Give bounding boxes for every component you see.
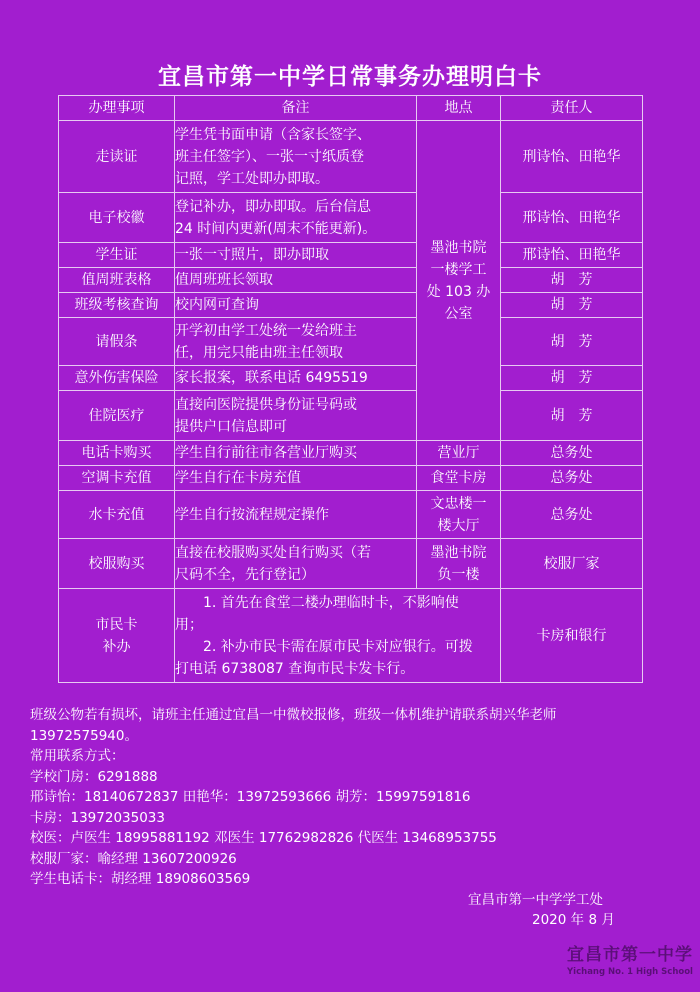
row-note: 学生自行按流程规定操作 [175,491,417,539]
logo-chinese: 宜昌市第一中学 [567,945,693,965]
row-person: 邢诗怡、田艳华 [501,243,643,268]
row-item: 水卡充值 [59,491,175,539]
table-row [59,589,643,683]
row-item: 学生证 [59,243,175,268]
table-row [59,539,643,589]
row-note: 开学初由学工处统一发给班主 任，用完只能由班主任领取 [175,318,417,366]
header-person: 责任人 [501,96,643,121]
footer-line: 校服厂家：喻经理 13607200926 [30,850,237,867]
row-person: 胡 芳 [501,318,643,366]
row-note: 校内网可查询 [175,293,417,318]
row-person: 胡 芳 [501,366,643,391]
row-person: 总务处 [501,466,643,491]
row-item: 电话卡购买 [59,441,175,466]
footer-line: 卡房：13972035033 [30,809,165,826]
table-row [59,466,643,491]
table-row [59,293,643,318]
row-note: 家长报案，联系电话 6495519 [175,366,417,391]
row-note: 1. 首先在食堂二楼办理临时卡，不影响使 用； 2. 补办市民卡需在原市民卡对应银行。可拨 打电话 6738087 查询市民卡发卡行。 [175,589,501,683]
row-note: 学生凭书面申请（含家长签字、 班主任签字）、一张一寸纸质登 记照，学工处即办即取。 [175,121,417,193]
footer-line: 校医：卢医生 18995881192 邓医生 17762982826 代医生 13468953755 [30,830,497,846]
row-person: 总务处 [501,491,643,539]
table-row [59,318,643,366]
row-item: 班级考核查询 [59,293,175,318]
header-note: 备注 [175,96,417,121]
row-place: 文忠楼一 楼大厅 [417,491,501,539]
row-person: 邢诗怡、田艳华 [501,193,643,243]
footer-line: 邢诗怡：18140672837 田艳华：13972593666 胡芳：15997591816 [30,789,471,805]
table-row [59,243,643,268]
page-title: 宜昌市第一中学日常事务办理明白卡 [158,64,542,90]
signature [468,890,638,930]
row-person: 胡 芳 [501,268,643,293]
contact-info [30,705,680,890]
row-item: 校服购买 [59,539,175,589]
table-header-row [59,96,643,121]
row-note: 登记补办，即办即取。后台信息 24 时间内更新(周末不能更新)。 [175,193,417,243]
table-row [59,268,643,293]
signature-date: 2020 年 8 月 [532,912,615,928]
row-person: 校服厂家 [501,539,643,589]
signature-org: 宜昌市第一中学学工处 [468,892,603,908]
row-place: 墨池书院 负一楼 [417,539,501,589]
row-item: 请假条 [59,318,175,366]
table-row [59,121,643,193]
footer-line: 常用联系方式： [30,748,125,764]
header-place: 地点 [417,96,501,121]
row-person: 刑诗怡、田艳华 [501,121,643,193]
row-note: 直接向医院提供身份证号码或 提供户口信息即可 [175,391,417,441]
row-person: 卡房和银行 [501,589,643,683]
table-row [59,193,643,243]
row-note: 学生自行在卡房充值 [175,466,417,491]
row-person: 胡 芳 [501,391,643,441]
row-note: 直接在校服购买处自行购买（若 尺码不全，先行登记） [175,539,417,589]
school-logo [560,944,700,984]
header-item: 办理事项 [59,96,175,121]
footer-line: 学校门房：6291888 [30,768,158,785]
merged-place-cell: 墨池书院 一楼学工 处 103 办 公室 [417,121,501,441]
table-row [59,491,643,539]
row-person: 胡 芳 [501,293,643,318]
row-item: 走读证 [59,121,175,193]
row-item: 住院医疗 [59,391,175,441]
row-place: 营业厅 [417,441,501,466]
row-place: 食堂卡房 [417,466,501,491]
row-item: 值周班表格 [59,268,175,293]
table-row [59,366,643,391]
row-note: 一张一寸照片，即办即取 [175,243,417,268]
row-note: 学生自行前往市各营业厅购买 [175,441,417,466]
row-item: 市民卡 补办 [59,589,175,683]
footer-line: 学生电话卡：胡经理 18908603569 [30,871,251,887]
row-item: 电子校徽 [59,193,175,243]
affairs-table [58,95,643,683]
row-item: 意外伤害保险 [59,366,175,391]
footer-line: 班级公物若有损坏，请班主任通过宜昌一中微校报修，班级一体机维护请联系胡兴华老师 [30,707,557,723]
table-row [59,441,643,466]
row-item: 空调卡充值 [59,466,175,491]
row-note: 值周班班长领取 [175,268,417,293]
footer-line: 13972575940。 [30,727,138,744]
table-row [59,391,643,441]
row-person: 总务处 [501,441,643,466]
logo-english: Yichang No. 1 High School [567,967,693,977]
